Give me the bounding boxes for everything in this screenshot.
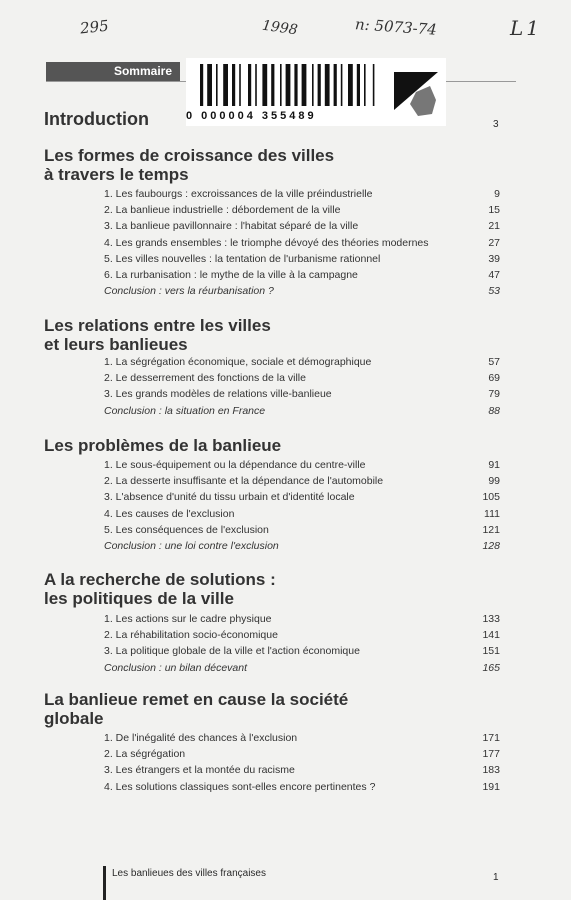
toc-item-page: 151: [482, 645, 500, 658]
toc-item-text: 2. La banlieue industrielle : débordement de la ville: [104, 204, 341, 217]
toc-item-text: 3. L'absence d'unité du tissu urbain et d'identité locale: [104, 491, 355, 504]
toc-item-text: 3. Les étrangers et la montée du racisme: [104, 764, 295, 777]
toc-conclusion: [104, 284, 500, 298]
section-title-line2: et leurs banlieues: [44, 335, 188, 354]
section-title: La banlieue remet en cause la société: [44, 690, 349, 709]
toc-item-page: 69: [488, 372, 500, 385]
toc-item-page: 39: [488, 252, 500, 265]
toc-item-text: 1. Les faubourgs : excroissances de la ville préindustrielle: [104, 188, 373, 200]
toc-item-page: 9: [494, 188, 500, 200]
toc-item: [104, 507, 500, 521]
toc-item: [104, 268, 500, 282]
section-title: Les relations entre les villes: [44, 316, 271, 335]
toc-item: [104, 458, 500, 472]
toc-item-text: 2. La ségrégation: [104, 748, 186, 761]
section-title: Les problèmes de la banlieue: [44, 436, 282, 455]
toc-item-page: 121: [482, 523, 500, 536]
toc-item: [104, 490, 500, 504]
toc-item-page: 105: [482, 491, 500, 504]
toc-item: [104, 523, 500, 537]
toc-item-text: Conclusion : une loi contre l'exclusion: [104, 540, 279, 552]
toc-item-text: 3. Les grands modèles de relations ville-banlieue: [104, 388, 332, 401]
toc-item-text: 2. La desserte insuffisante et la dépendance de l'automobile: [104, 475, 384, 488]
toc-item-page: 79: [488, 388, 500, 401]
toc-item-page: 128: [482, 540, 500, 552]
toc-item-page: 99: [488, 475, 500, 488]
toc-item: [104, 731, 500, 745]
toc-item: [104, 612, 500, 626]
toc-conclusion: [104, 661, 500, 675]
toc-item-text: 1. La ségrégation économique, sociale et démographique: [104, 356, 372, 368]
footer-page-number: 1: [493, 872, 499, 883]
section-title-line2: les politiques de la ville: [44, 589, 234, 608]
toc-item-page: 171: [482, 732, 500, 744]
toc-item-page: 183: [482, 764, 500, 777]
toc-item: [104, 371, 500, 385]
toc-item-page: 141: [482, 629, 500, 642]
toc-item: [104, 203, 500, 217]
toc-item-page: 165: [482, 661, 500, 674]
toc-item-page: 111: [484, 507, 500, 520]
toc-item: [104, 236, 500, 250]
footer-title: Les banlieues des villes françaises: [112, 868, 266, 879]
toc-item-page: 191: [482, 780, 500, 793]
toc-item-page: 27: [488, 236, 500, 249]
section-title-line2: à travers le temps: [44, 165, 189, 184]
toc-item-text: 5. Les conséquences de l'exclusion: [104, 523, 269, 536]
toc-item-text: 5. Les villes nouvelles : la tentation de l'urbanisme rationnel: [104, 252, 381, 265]
intro-title: Introduction: [44, 109, 149, 129]
section-title: A la recherche de solutions :: [44, 570, 276, 589]
toc-item: [104, 780, 500, 794]
toc-item-page: 57: [488, 356, 500, 368]
intro-page: 3: [493, 119, 499, 130]
toc-item-text: 6. La rurbanisation : le mythe de la ville à la campagne: [104, 269, 358, 281]
annotation-inventory: n: 5073-74: [354, 15, 438, 39]
toc-item: [104, 355, 500, 369]
section-title-line2: globale: [44, 709, 104, 728]
toc-item-text: Conclusion : un bilan décevant: [104, 661, 248, 674]
section-title: Les formes de croissance des villes: [44, 146, 335, 165]
toc-item-text: Conclusion : la situation en France: [104, 404, 266, 417]
toc-item: [104, 644, 500, 658]
toc-item-text: 3. La banlieue pavillonnaire : l'habitat séparé de la ville: [104, 220, 359, 233]
toc-item-text: 3. La politique globale de la ville et l'action économique: [104, 645, 360, 658]
annotation-code: L1: [510, 16, 543, 40]
toc-item-page: 91: [488, 459, 500, 471]
toc-item: [104, 628, 500, 642]
toc-item: [104, 763, 500, 777]
annotation-year: 1998: [261, 17, 299, 39]
toc-conclusion: [104, 404, 500, 418]
toc-item: [104, 252, 500, 266]
toc-item-text: 1. Le sous-équipement ou la dépendance du centre-ville: [104, 459, 366, 471]
toc-item: [104, 187, 500, 201]
toc-item-text: 4. Les grands ensembles : le triomphe dévoyé des théories modernes: [104, 236, 429, 249]
toc-item: [104, 747, 500, 761]
annotation-number: 295: [79, 16, 110, 38]
toc-item-text: Conclusion : vers la réurbanisation ?: [104, 285, 274, 298]
toc-item-page: 88: [488, 404, 500, 417]
toc-item-page: 21: [488, 220, 500, 233]
toc-item-page: 133: [482, 613, 500, 625]
toc-item-text: 1. De l'inégalité des chances à l'exclusion: [104, 732, 298, 744]
toc-item-text: 2. Le desserrement des fonctions de la ville: [104, 372, 306, 385]
toc-conclusion: [104, 539, 500, 553]
toc-item-page: 177: [482, 748, 500, 761]
library-logo-icon: [392, 70, 440, 120]
toc-item: [104, 387, 500, 401]
sommaire-tab: Sommaire: [46, 62, 180, 81]
toc-item-page: 47: [488, 269, 500, 281]
toc-item-text: 1. Les actions sur le cadre physique: [104, 613, 272, 625]
barcode-number: 0 000004 355489: [186, 110, 317, 122]
footer-bar: [103, 866, 106, 900]
toc-item-text: 2. La réhabilitation socio-économique: [104, 629, 278, 642]
toc-item-page: 15: [488, 204, 500, 217]
toc-item: [104, 219, 500, 233]
toc-item-text: 4. Les causes de l'exclusion: [104, 507, 235, 520]
toc-item-text: 4. Les solutions classiques sont-elles encore pertinentes ?: [104, 780, 376, 793]
toc-item-page: 53: [488, 285, 500, 298]
toc-item: [104, 474, 500, 488]
